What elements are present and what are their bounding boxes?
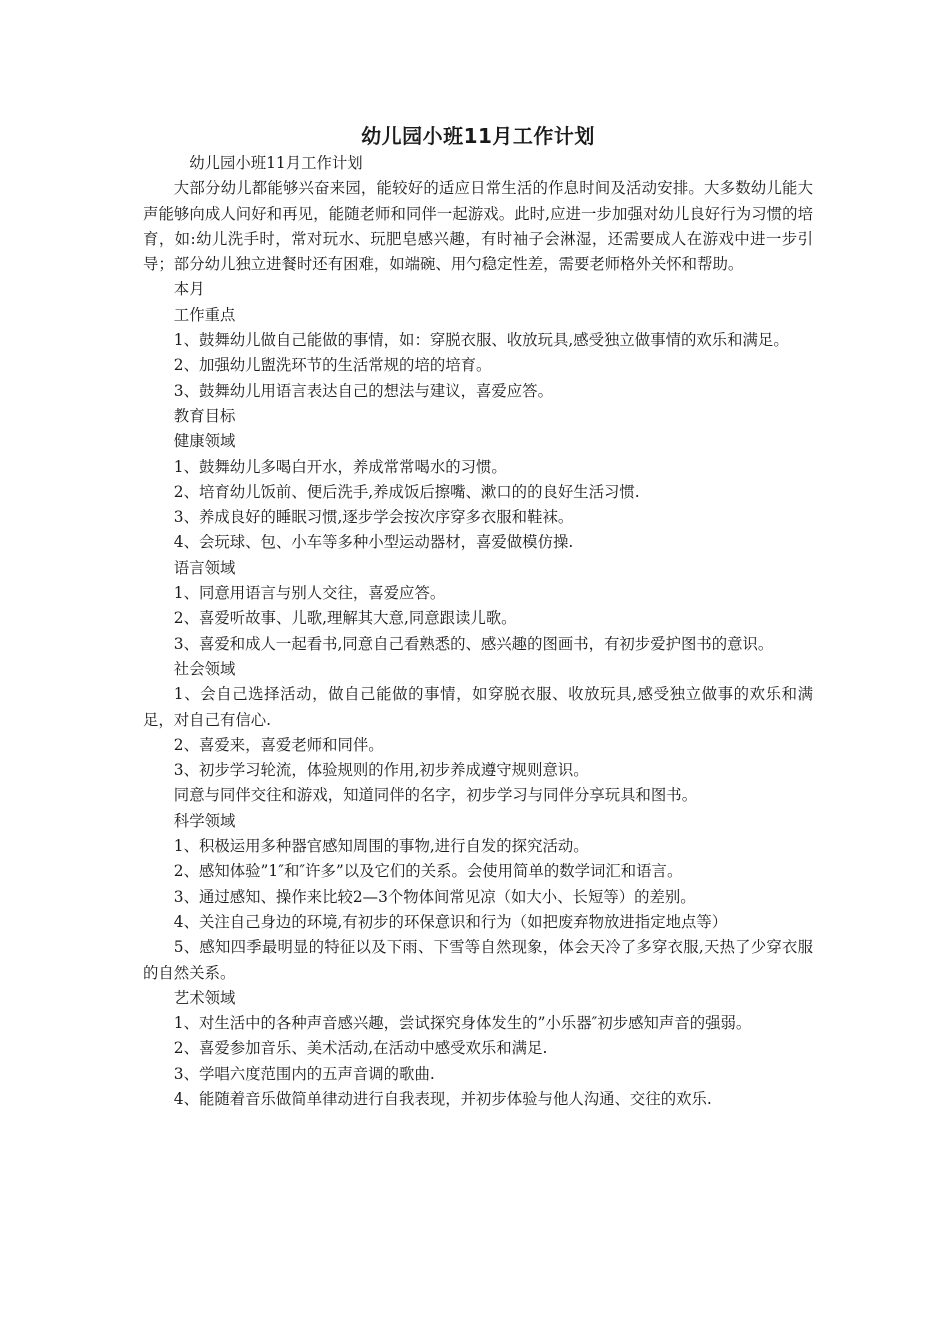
paragraph-list: [143, 151, 813, 1112]
paragraph: 5、感知四季最明显的特征以及下雨、下雪等自然现象，体会天冷了多穿衣服,天热了少穿衣服的自然关系。: [143, 938, 813, 982]
paragraph: 大部分幼儿都能够兴奋来园，能较好的适应日常生活的作息时间及活动安排。大多数幼儿能大声能够向成人问好和再见，能随老师和同伴一起游戏。此时,应进一步加强对幼儿良好行为习惯的培育，如:幼儿洗手时，常对玩水、玩肥皂感兴趣，有时袖子会淋湿，还需要成人在游戏中进一步引导；部分幼儿独立进餐时还有困难，如端碗、用勺稳定性差，需要老师格外关怀和帮助。: [143, 179, 813, 274]
document-title: 幼儿园小班11月工作计划: [361, 124, 595, 148]
paragraph: 3、鼓舞幼儿用语言表达自己的想法与建议，喜爱应答。: [173, 381, 553, 400]
paragraph: 2、感知体验”1″和″许多”以及它们的关系。会使用简单的数学词汇和语言。: [173, 862, 683, 881]
paragraph: 2、加强幼儿盥洗环节的生活常规的培的培育。: [173, 356, 492, 375]
paragraph: 科学领域: [173, 811, 236, 830]
paragraph: 1、同意用语言与别人交往，喜爱应答。: [173, 584, 446, 603]
paragraph: 2、喜爱听故事、儿歌,理解其大意,同意跟读儿歌。: [173, 609, 517, 628]
paragraph: 语言领域: [173, 558, 236, 577]
paragraph: 4、会玩球、包、小车等多种小型运动器材，喜爱做模仿操.: [173, 533, 574, 552]
paragraph: 艺术领域: [173, 988, 236, 1007]
paragraph: 2、喜爱来，喜爱老师和同伴。: [173, 735, 384, 754]
paragraph: 同意与同伴交往和游戏，知道同伴的名字，初步学习与同伴分享玩具和图书。: [173, 786, 698, 805]
paragraph: 3、喜爱和成人一起看书,同意自己看熟悉的、感兴趣的图画书，有初步爱护图书的意识。: [173, 634, 774, 653]
paragraph: 3、学唱六度范围内的五声音调的歌曲.: [173, 1064, 435, 1083]
paragraph: 1、会自己选择活动，做自己能做的事情，如穿脱衣服、收放玩具,感受独立做事的欢乐和满足，对自己有信心.: [143, 685, 813, 729]
paragraph: 4、能随着音乐做简单律动进行自我表现，并初步体验与他人沟通、交往的欢乐.: [173, 1089, 712, 1108]
paragraph: 教育目标: [173, 406, 236, 425]
paragraph: 2、喜爱参加音乐、美术活动,在活动中感受欢乐和满足.: [173, 1039, 548, 1058]
paragraph: 社会领域: [173, 659, 236, 678]
paragraph: 健康领域: [173, 432, 236, 451]
paragraph: 2、培育幼儿饭前、便后洗手,养成饭后擦嘴、漱口的的良好生活习惯.: [173, 482, 640, 501]
paragraph: 1、对生活中的各种声音感兴趣，尝试探究身体发生的”小乐器″初步感知声音的强弱。: [173, 1014, 752, 1033]
paragraph: 工作重点: [173, 305, 236, 324]
paragraph: 3、初步学习轮流，体验规则的作用,初步养成遵守规则意识。: [173, 761, 589, 780]
paragraph: 4、关注自己身边的环境,有初步的环保意识和行为（如把废弃物放进指定地点等）: [173, 912, 728, 931]
document-body: [143, 121, 813, 1112]
paragraph: 1、鼓舞幼儿做自己能做的事情，如：穿脱衣服、收放玩具,感受独立做事情的欢乐和满足。: [173, 331, 789, 350]
paragraph: 3、养成良好的睡眠习惯,逐步学会按次序穿多衣服和鞋袜。: [173, 508, 574, 527]
paragraph: 1、鼓舞幼儿多喝白开水，养成常常喝水的习惯。: [173, 457, 507, 476]
document-subtitle: 幼儿园小班11月工作计划: [189, 154, 363, 172]
paragraph: 本月: [173, 280, 205, 299]
paragraph: 1、积极运用多种器官感知周围的事物,进行自发的探究活动。: [173, 837, 589, 856]
paragraph: 3、通过感知、操作来比较2—3个物体间常见凉（如大小、长短等）的差别。: [173, 887, 696, 906]
